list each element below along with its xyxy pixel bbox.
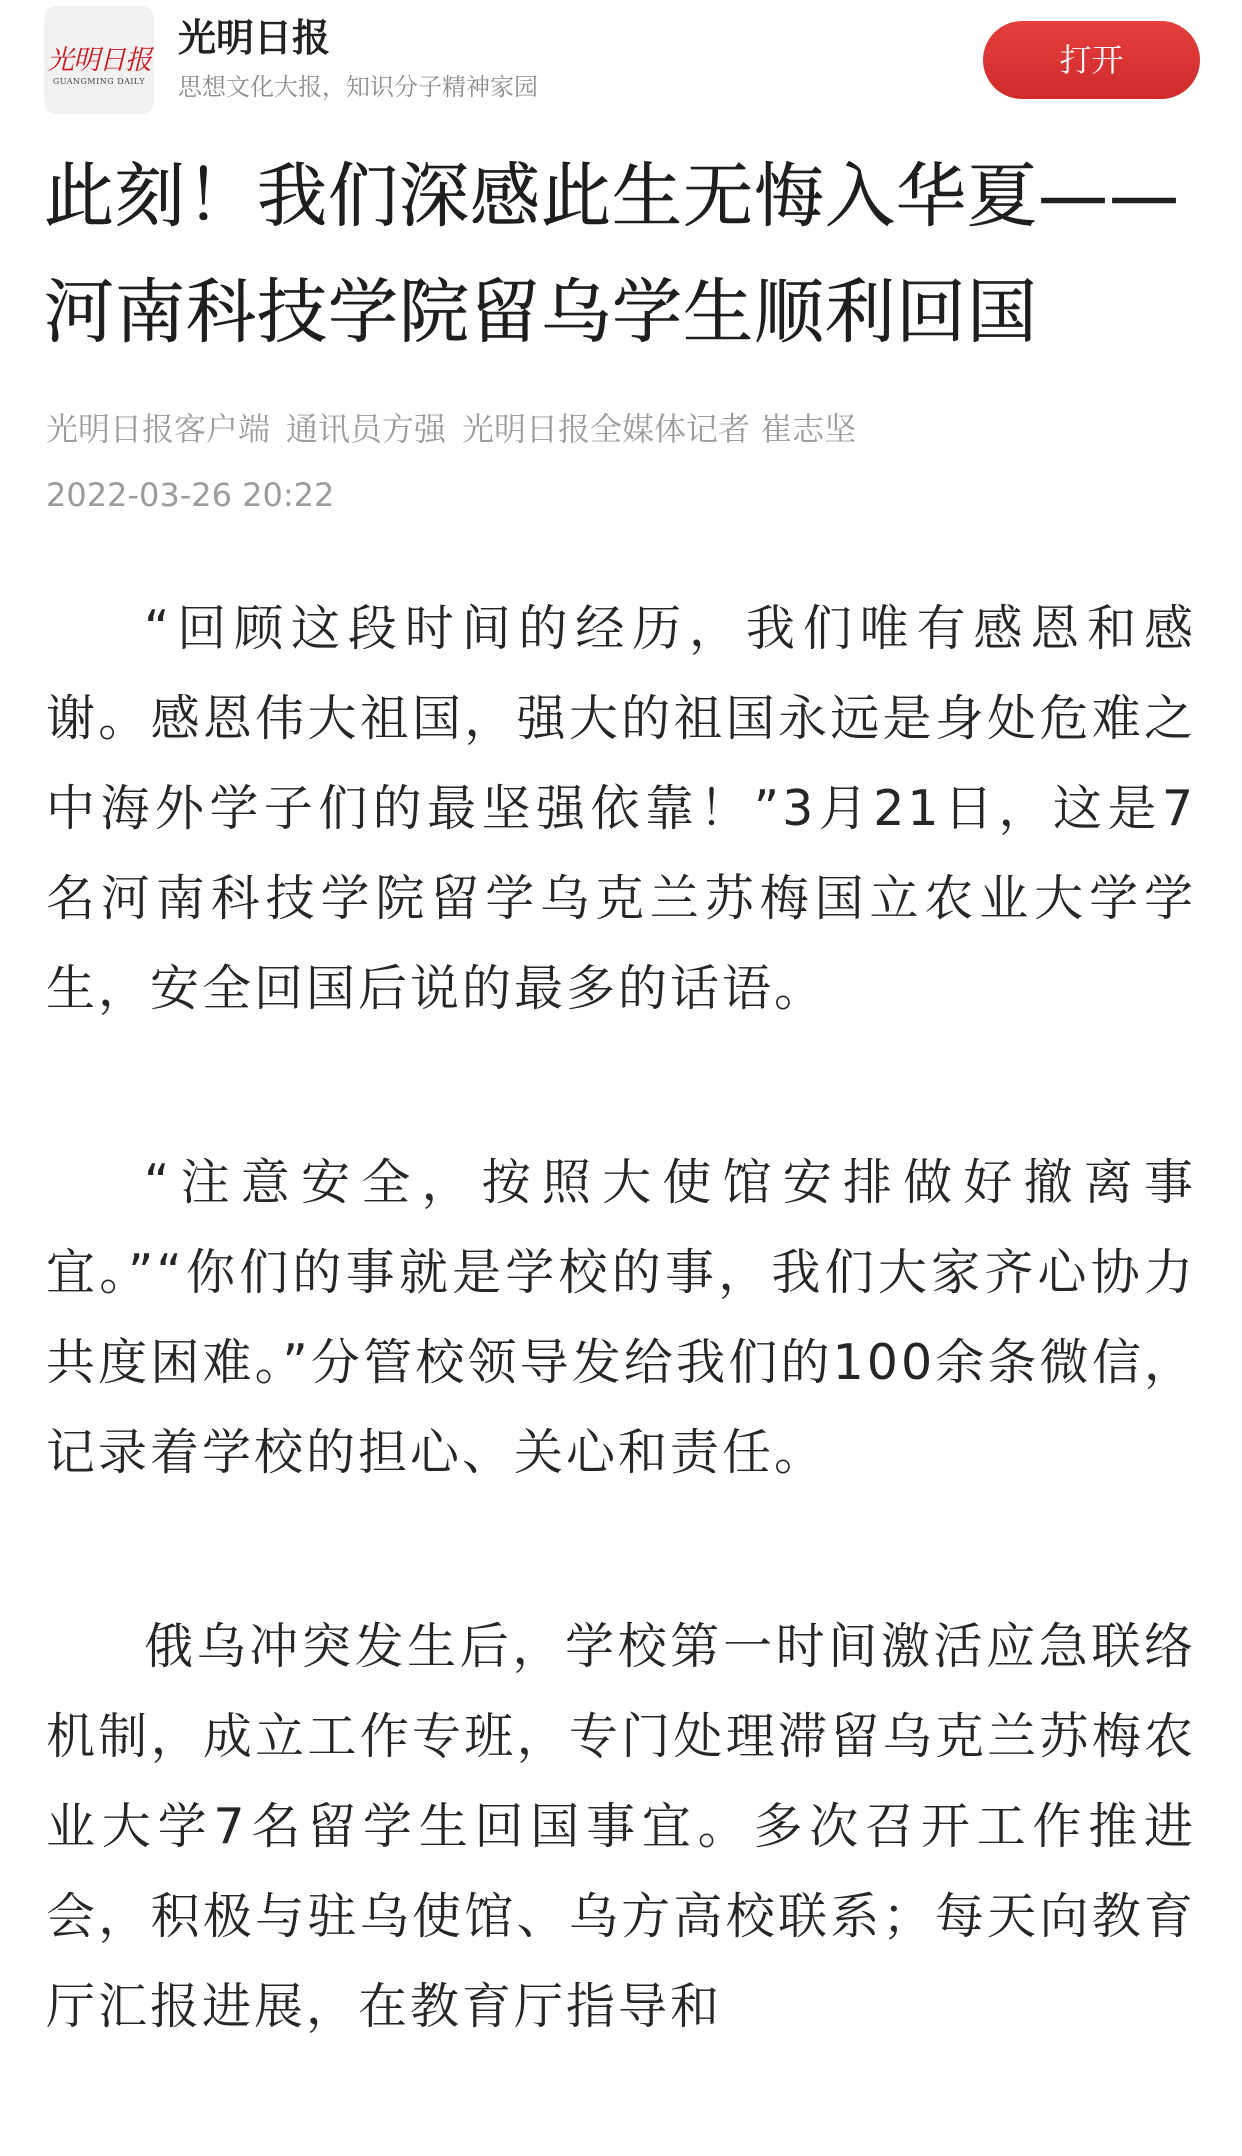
publish-datetime: 2022-03-26 20:22 xyxy=(46,476,335,514)
brand-logo[interactable] xyxy=(44,6,154,114)
paragraph-1: “回顾这段时间的经历，我们唯有感恩和感谢。感恩伟大祖国，强大的祖国永远是身处危难之中海外学子们的最坚强依靠！”3月21日，这是7名河南科技学院留学乌克兰苏梅国立农业大学学生，安全回国后说的最多的话语。 xyxy=(46,600,1196,1017)
brand-name: 光明日报 xyxy=(178,16,331,60)
article-title: 此刻！我们深感此生无悔入华夏——河南科技学院留乌学生顺利回国 xyxy=(44,155,1180,353)
open-app-button[interactable]: 打开 xyxy=(983,21,1200,99)
logo-english: GUANGMING DAILY xyxy=(52,77,146,86)
author-reporter: 光明日报全媒体记者 崔志坚 xyxy=(462,410,857,448)
article-meta xyxy=(46,396,1206,528)
byline xyxy=(46,396,1206,462)
author-correspondent: 通讯员方强 xyxy=(286,410,447,448)
paragraph-3: 俄乌冲突发生后，学校第一时间激活应急联络机制，成立工作专班，专门处理滞留乌克兰苏梅农业大学7名留学生回国事宜。多次召开工作推进会，积极与驻乌使馆、乌方高校联系；每天向教育厅汇报进展，在教育厅指导和 xyxy=(46,1618,1196,2035)
logo-calligraphy: 光明日报 xyxy=(47,45,151,76)
paragraph-2: “注意安全，按照大使馆安排做好撤离事宜。”“你们的事就是学校的事，我们大家齐心协力共度困难。”分管校领导发给我们的100余条微信，记录着学校的担心、关心和责任。 xyxy=(46,1154,1196,1481)
brand-slogan: 思想文化大报，知识分子精神家园 xyxy=(178,73,538,101)
article-body xyxy=(46,584,1196,2156)
source-name: 光明日报客户端 xyxy=(46,410,271,448)
app-banner xyxy=(0,0,1242,120)
